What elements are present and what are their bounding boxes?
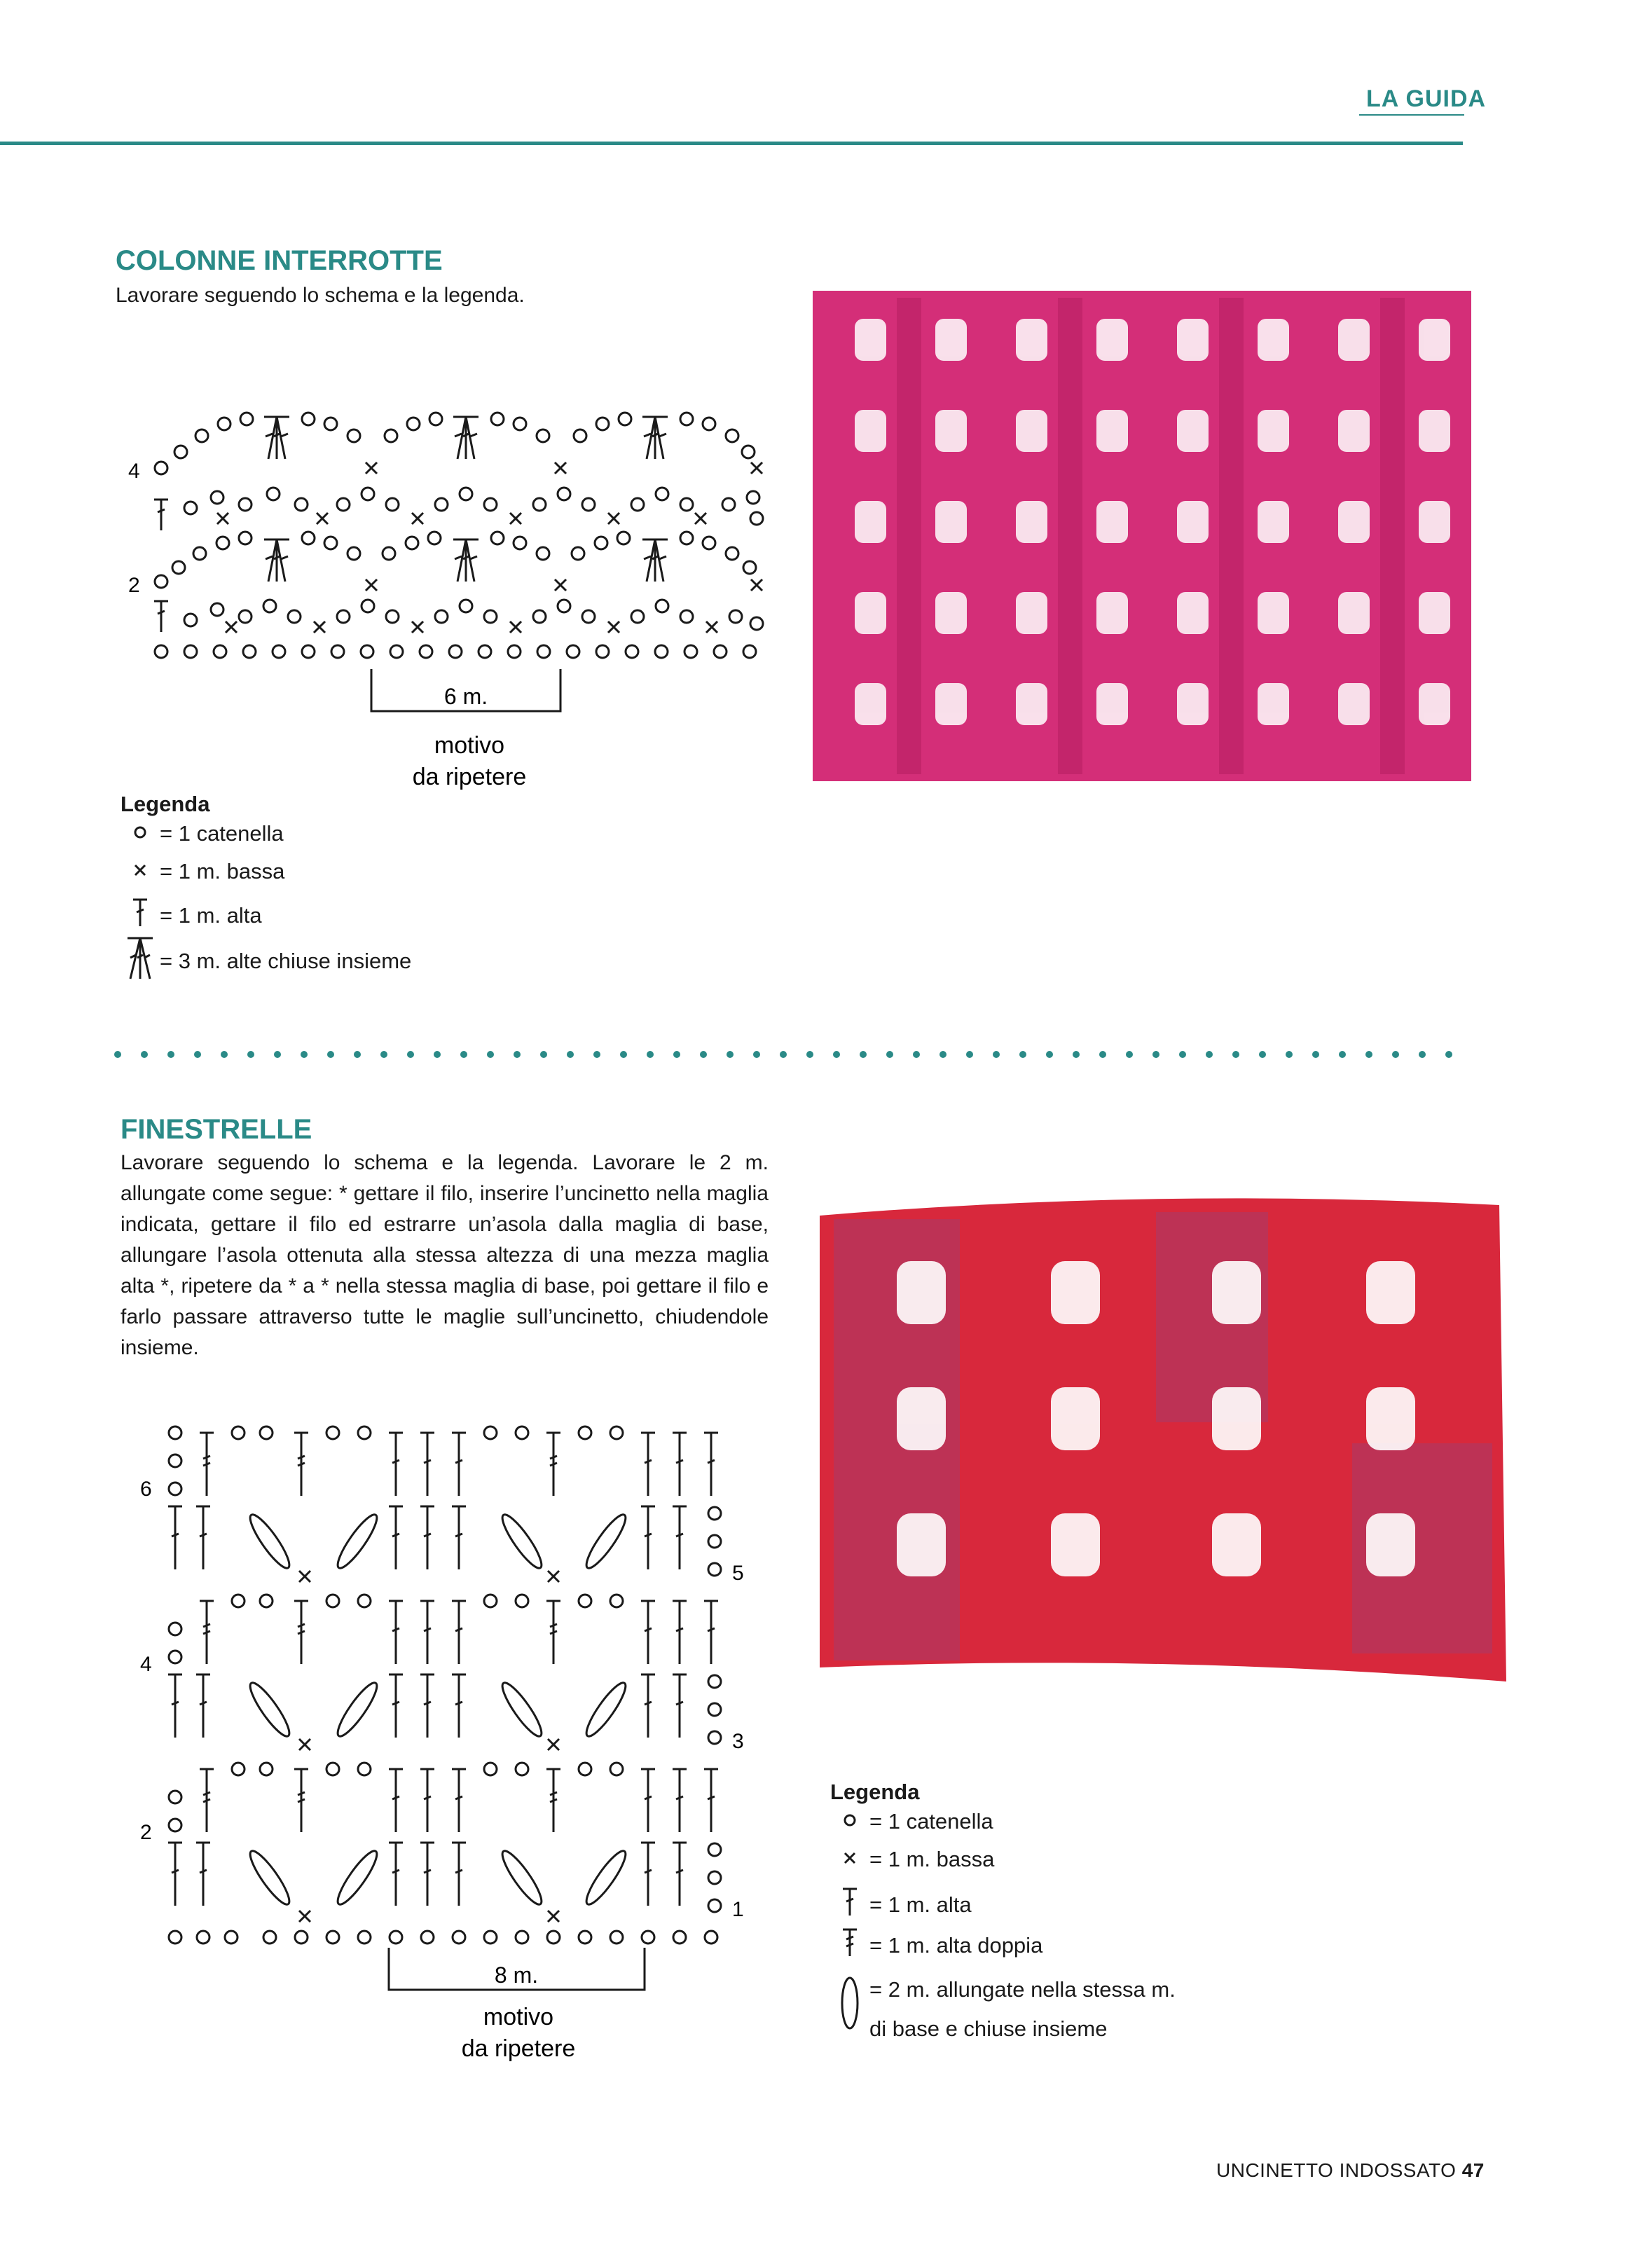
double-crochet-icon [830, 1886, 869, 1924]
p2-row-number-2: 2 [140, 1821, 152, 1844]
p2-rows-1-2 [168, 1763, 721, 1922]
pattern1-legend-title: Legenda [121, 792, 210, 816]
p1-row-1 [154, 600, 763, 633]
p2-repeat-count: 8 m. [494, 1962, 539, 1988]
p1-legend-double-crochet: = 1 m. alta [121, 897, 262, 935]
header-rule-right [1359, 114, 1464, 116]
p2-legend-double-crochet: = 1 m. alta [830, 1886, 972, 1924]
single-crochet-icon [121, 859, 160, 884]
p1-row-number-2: 2 [128, 574, 140, 597]
p1-repeat-label-2: da ripetere [412, 764, 527, 790]
p1-legend-cluster: = 3 m. alte chiuse insieme [121, 935, 411, 987]
p1-repeat-label-1: motivo [434, 732, 505, 759]
dotted-divider [112, 1047, 1464, 1061]
p1-legend-single-crochet: = 1 m. bassa [121, 859, 284, 884]
p1-row-3 [154, 488, 763, 530]
p2-row-number-6: 6 [140, 1478, 152, 1501]
p2-row-number-1: 1 [732, 1898, 744, 1921]
double-crochet-icon [121, 897, 160, 935]
page-number: 47 [1461, 2159, 1485, 2181]
pattern2-swatch-photo [792, 1149, 1527, 1731]
p1-repeat-count: 6 m. [443, 684, 488, 709]
p2-legend-elongated-icon [836, 1974, 864, 2035]
header-rule [0, 142, 1463, 145]
pattern1-swatch-photo [771, 256, 1531, 827]
single-crochet-icon [830, 1847, 869, 1872]
p1-legend-chain: = 1 catenella [121, 821, 284, 846]
treble-crochet-icon [830, 1927, 869, 1965]
p2-legend-single-crochet: = 1 m. bassa [830, 1847, 994, 1872]
p2-row-number-4: 4 [140, 1653, 152, 1676]
p2-row-number-5: 5 [732, 1562, 744, 1585]
p2-legend-treble-crochet: = 1 m. alta doppia [830, 1927, 1042, 1965]
chain-icon [121, 821, 160, 846]
p2-legend-elongated: = 2 m. allungate nella stessa m. di base e chiuse insieme [869, 1977, 1176, 2041]
pattern2-legend-title: Legenda [830, 1780, 920, 1804]
pattern2-chart [119, 1401, 771, 2067]
pattern1-chart [119, 392, 799, 799]
pattern1-title: COLONNE INTERROTTE [116, 245, 443, 276]
p1-foundation-chain [155, 645, 756, 658]
p2-rows-5-6 [168, 1426, 721, 1582]
chain-icon [830, 1809, 869, 1834]
pattern2-title: FINESTRELLE [121, 1114, 312, 1145]
p2-rows-3-4 [168, 1595, 721, 1750]
p1-row-4 [155, 413, 762, 474]
cluster-3-icon [121, 935, 160, 987]
p2-legend-chain: = 1 catenella [830, 1809, 993, 1834]
p1-row-number-4: 4 [128, 460, 140, 483]
p2-repeat-label-1: motivo [483, 2004, 554, 2030]
p2-foundation-chain [169, 1931, 717, 1944]
page-footer [1216, 2159, 1485, 2182]
magazine-name: UNCINETTO INDOSSATO [1216, 2159, 1457, 2181]
pattern2-instructions: Lavorare seguendo lo schema e la legenda. Lavorare le 2 m. allungate come segue: * gettare il filo, inserire l’uncinetto nella maglia indicata, gettare il filo ed estrarre un’asola dalla maglia di base, allungare l’asola ottenuta alla stessa altezza di una mezza maglia alta *, ripetere da * a * nella stessa maglia di base, poi gettare il filo e farlo passare attraverso tutte le maglie sull’uncinetto, chiudendole insieme. [121, 1151, 769, 1359]
p1-row-2 [155, 532, 762, 591]
section-label: LA GUIDA [1366, 85, 1487, 112]
pattern1-instructions: Lavorare seguendo lo schema e la legenda. [116, 284, 525, 307]
p2-repeat-label-2: da ripetere [461, 2035, 576, 2062]
p2-row-number-3: 3 [732, 1730, 744, 1753]
